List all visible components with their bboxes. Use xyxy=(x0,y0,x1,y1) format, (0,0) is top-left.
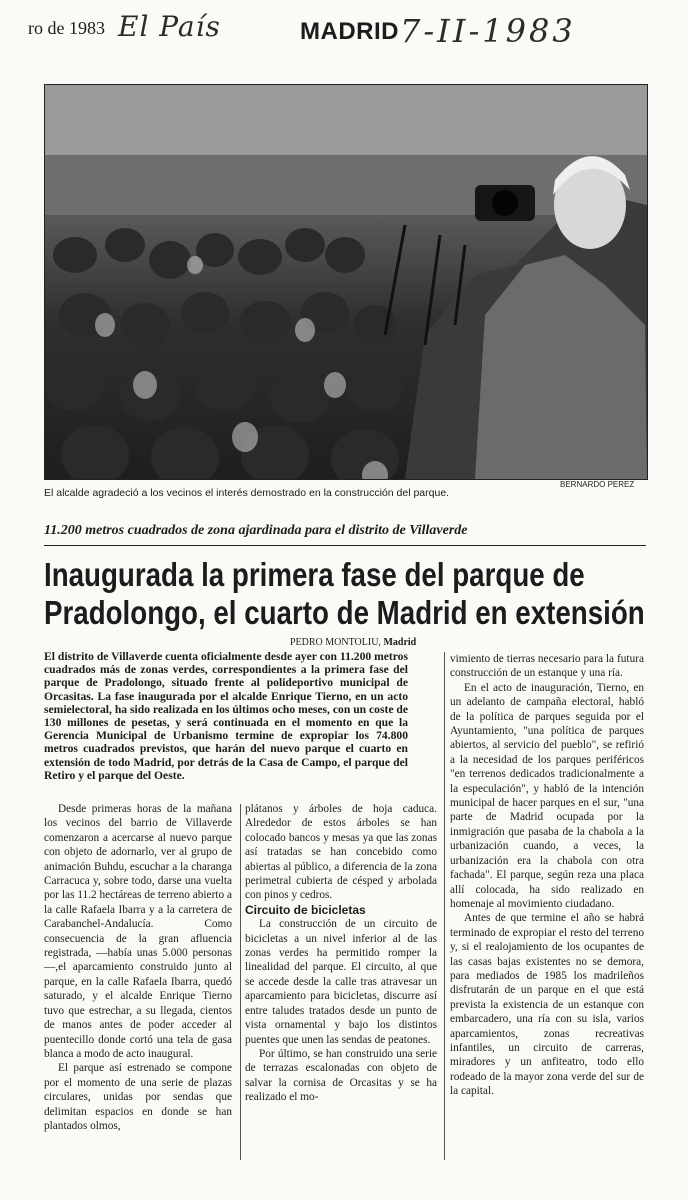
column-3 xyxy=(450,652,644,1099)
printed-date: ro de 1983 xyxy=(28,18,105,38)
handwritten-date: 7-II-1983 xyxy=(400,12,576,50)
kicker-rule xyxy=(44,545,646,546)
section-subhead: Circuito de bicicletas xyxy=(245,902,366,917)
paragraph: Antes de que termine el año se habrá terminado de expropiar el resto del terreno y, si el realojamiento de los ocupantes de las casas bajas existentes no se demora, para mediados de 1985 los madrileños disfrutarán de un parque en el que está prevista la existencia de un estanque con embarcadero, una ría con su isla, varios aparcamientos, zonas recreativas infantiles, un circuito de carreras, miradores y un anfiteatro, todo ello rodeado de la mayor zona verde del sur de la capital. xyxy=(450,912,644,1098)
column-1 xyxy=(44,802,232,1133)
photo-credit: BERNARDO PEREZ xyxy=(560,480,635,489)
paragraph: La construcción de un circuito de bicicletas a un nivel inferior al de las zonas verdes ha permitido romper la linealidad del parque. El circuito, al que se accede desde la calle tras atravesar un aparcamiento para bicicletas, discurre así entre taludes tratados desde un punto de vista ornamental y bajo los distintos puentes que unen las sendas de peatones. xyxy=(245,918,437,1046)
headline-line-1: Inaugurada la primera fase del parque de xyxy=(44,556,585,593)
paragraph: En el acto de inauguración, Tierno, en un adelanto de campaña electoral, habló de la política de parques seguida por el Ayuntamiento, "una política de parques abiertos, al servicio del pueblo", se refirió a la necesidad de los parques periféricos "en terrenos dedicados tradicionalmente a la especulación", y habló de la intención municipal de hacer parques en el sur, "una parte de Madrid ocupada por la inmigración que pasaba de la chabola a la urbanización cuando, a veces, la urbanización era la chabola con otra fachada". El parque, según reza una placa allí colocada, ha sido realizado en homenaje al movimiento ciudadano. xyxy=(450,681,644,910)
headline-line-2: Pradolongo, el cuarto de Madrid en extensión xyxy=(44,594,645,631)
paragraph: Por último, se han construido una serie de terrazas escalonadas con objeto de salvar la cornisa de Orcasitas y se ha realizado el mo- xyxy=(245,1047,437,1104)
article-kicker: 11.200 metros cuadrados de zona ajardinada para el distrito de Villaverde xyxy=(44,523,468,538)
news-photo xyxy=(44,84,648,480)
article-lead: El distrito de Villaverde cuenta oficialmente desde ayer con 11.200 metros cuadrados más de zonas verdes, correspondientes a la primera fase del parque de Pradolongo, situado frente al polideportivo municipal de Orcasitas. La fase inaugurada por el alcalde Enrique Tierno, en un acto semielectoral, ha sido realizada en los últimos ocho meses, con un coste de 130 millones de pesetas, y será continuada en el momento en que la Gerencia Municipal de Urbanismo termine de expropiar los 74.800 metros cuadrados previstos, que harán del nuevo parque el cuarto en extensión de todo Madrid, por detrás de la Casa de Campo, el parque del Retiro y el parque del Oeste. xyxy=(44,650,408,782)
clipping-header xyxy=(0,0,688,50)
column-2 xyxy=(245,802,437,1105)
column-divider xyxy=(240,804,241,1160)
paragraph: vimiento de tierras necesario para la futura construcción de un estanque y una ría. xyxy=(450,653,644,680)
paragraph: Desde primeras horas de la mañana los vecinos del barrio de Villaverde comenzaron a acercarse al nuevo parque con objeto de adornarlo, ver al grupo de animación Buhdu, escuchar a la charanga Carracuca y, sobre todo, darse una vuelta por las 11.2 hectáreas de terreno abierto a la calle Rafaela Ibarra y a la carretera de Carabanchel-Andalucía. Como consecuencia de la gran afluencia registrada, —había unas 5.000 personas—,el aparcamiento construido junto al parque, en la calle Rafaela Ibarra, quedó saturado, y el alcalde Enrique Tierno tuvo que estrechar, a su llegada, cientos de manos antes de poder acceder al puentecillo donde cortó una tela de gasa blanca a modo de acto inaugural. xyxy=(44,803,232,1060)
byline-place: Madrid xyxy=(383,637,417,648)
byline-author: PEDRO MONTOLIU, xyxy=(290,637,381,648)
city-heading: MADRID xyxy=(300,18,399,45)
crowd-photo-illustration xyxy=(45,85,647,479)
article-headline xyxy=(44,556,645,632)
handwritten-newspaper-name: El País xyxy=(118,10,221,43)
photo-caption: El alcalde agradeció a los vecinos el interés demostrado en la construcción del parque. xyxy=(44,487,450,499)
paragraph: plátanos y árboles de hoja caduca. Alrededor de estos árboles se han colocado bancos y mesas ya que las zonas así tratadas se han concebido como abiertas al público, a diferencia de la zona perimetral cubierta de césped y arbolada con pinos y cedros. xyxy=(245,803,437,902)
paragraph: El parque así estrenado se compone por el momento de una serie de plazas circulares, unidas por sendas que delimitan espacios en donde se han plantados olmos, xyxy=(44,1062,232,1132)
byline xyxy=(290,637,416,648)
column-divider xyxy=(444,652,445,1160)
